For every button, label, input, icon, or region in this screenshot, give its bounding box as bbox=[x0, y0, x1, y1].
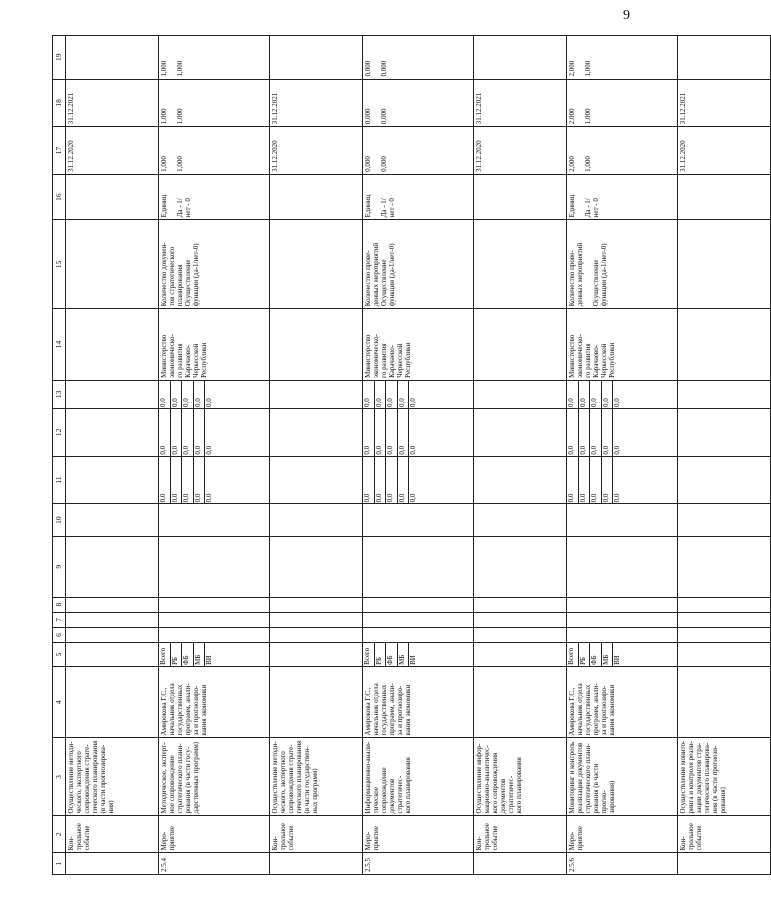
cell-c3: Осуществление инфор- мационно-аналитичес- кого сопровождения документов стратегичес- кого планирования bbox=[474, 738, 567, 816]
control-event-row bbox=[270, 36, 363, 875]
cell-c6 bbox=[159, 627, 270, 642]
cell-c15 bbox=[474, 220, 567, 309]
cell-c4 bbox=[270, 666, 363, 738]
column-header-12: 12 bbox=[53, 408, 66, 456]
sub-value: ВИ bbox=[204, 643, 216, 666]
cell-c1: 2.5.5 bbox=[363, 853, 474, 875]
column-header-19: 19 bbox=[53, 36, 66, 80]
cell-c2: Кон- трольное событие bbox=[270, 816, 363, 853]
cell-c16: Единиц Да - 1/ нет - 0 bbox=[567, 174, 678, 220]
sub-value: 0,0 bbox=[397, 381, 409, 408]
sub-value: ФБ bbox=[589, 643, 601, 666]
cell-c13 bbox=[678, 380, 771, 408]
cell-c10 bbox=[66, 504, 159, 537]
sub-value: ВИ bbox=[408, 643, 420, 666]
cell-c14: Министерство экономическо- го развития Карачаево- Черкесской Республики bbox=[363, 309, 474, 381]
sub-value: 0,0 bbox=[385, 409, 397, 456]
cell-c12 bbox=[363, 408, 474, 456]
cell-c17: 31.12.2020 bbox=[66, 127, 159, 175]
sub-value: 0,0 bbox=[170, 457, 182, 504]
cell-c12 bbox=[474, 408, 567, 456]
column-header-16: 16 bbox=[53, 174, 66, 220]
cell-c16: Единиц Да - 1/ нет - 0 bbox=[159, 174, 270, 220]
sub-value: 0,0 bbox=[612, 381, 624, 408]
cell-c11 bbox=[363, 456, 474, 504]
cell-c10 bbox=[567, 504, 678, 537]
cell-c4 bbox=[66, 666, 159, 738]
cell-c3: Осуществление методи- ческого, экспертного сопровождения страте- гического планирования (в части государствен- ных программ) bbox=[270, 738, 363, 816]
column-header-10: 10 bbox=[53, 504, 66, 537]
cell-c12 bbox=[66, 408, 159, 456]
cell-c7 bbox=[66, 612, 159, 627]
cell-c13 bbox=[270, 380, 363, 408]
cell-c16 bbox=[474, 174, 567, 220]
cell-c7 bbox=[270, 612, 363, 627]
page-number: 9 bbox=[623, 8, 630, 23]
sub-value: 0,0 bbox=[374, 457, 386, 504]
sub-value: 0,0 bbox=[589, 409, 601, 456]
column-header-3: 3 bbox=[53, 738, 66, 816]
cell-c12 bbox=[270, 408, 363, 456]
cell-c14 bbox=[270, 309, 363, 381]
cell-c18: 31.12.2021 bbox=[270, 79, 363, 127]
sub-value: 0,0 bbox=[385, 381, 397, 408]
cell-c19: 1,000 1,000 bbox=[159, 36, 270, 80]
sub-value: 0,0 bbox=[567, 493, 575, 503]
sub-value: 0,0 bbox=[159, 398, 167, 407]
cell-c15 bbox=[270, 220, 363, 309]
cell-c3: Методическое, эксперт- ное сопровождение стратегического плани- рования (в части госу- дарственных программ) bbox=[159, 738, 270, 816]
cell-c2: Меро- приятие bbox=[159, 816, 270, 853]
cell-c17: 31.12.2020 bbox=[474, 127, 567, 175]
sub-value: 0,0 bbox=[601, 457, 613, 504]
cell-c11 bbox=[567, 456, 678, 504]
sub-value: 0,0 bbox=[408, 457, 420, 504]
sub-value: 0,0 bbox=[170, 381, 182, 408]
sub-value: Всего bbox=[159, 647, 167, 665]
column-header-5: 5 bbox=[53, 643, 66, 667]
cell-c14 bbox=[678, 309, 771, 381]
cell-c7 bbox=[363, 612, 474, 627]
column-header-11: 11 bbox=[53, 456, 66, 504]
cell-c15: Количество прове- денных мероприятий Осуществление функции (да-1/нет-0) bbox=[567, 220, 678, 309]
sub-value: 0,0 bbox=[612, 409, 624, 456]
cell-c6 bbox=[270, 627, 363, 642]
header-row bbox=[53, 36, 66, 875]
sub-value: 0,0 bbox=[159, 445, 167, 455]
sub-value: 0,0 bbox=[374, 381, 386, 408]
cell-c1 bbox=[270, 853, 363, 875]
cell-c8 bbox=[66, 597, 159, 612]
cell-c5 bbox=[474, 643, 567, 667]
sub-value: ФБ bbox=[385, 643, 397, 666]
sub-value: 0,0 bbox=[612, 457, 624, 504]
cell-c9 bbox=[66, 536, 159, 597]
cell-c8 bbox=[363, 597, 474, 612]
sub-value: 0,0 bbox=[193, 381, 205, 408]
cell-c9 bbox=[474, 536, 567, 597]
column-header-7: 7 bbox=[53, 612, 66, 627]
column-header-2: 2 bbox=[53, 816, 66, 853]
cell-c3: Информационно-анали- тическое сопровождение документов стратегичес- кого планирования bbox=[363, 738, 474, 816]
cell-c18: 31.12.2021 bbox=[678, 79, 771, 127]
sub-value: 0,0 bbox=[385, 457, 397, 504]
cell-c9 bbox=[678, 536, 771, 597]
cell-c11 bbox=[66, 456, 159, 504]
sub-value: 0,0 bbox=[363, 493, 371, 503]
sub-value: 0,0 bbox=[363, 445, 371, 455]
cell-c1 bbox=[474, 853, 567, 875]
cell-c5 bbox=[363, 643, 474, 667]
cell-c18: 31.12.2021 bbox=[66, 79, 159, 127]
sub-value: 0,0 bbox=[363, 398, 371, 407]
sub-value: 0,0 bbox=[578, 409, 590, 456]
sub-value: Всего bbox=[567, 647, 575, 665]
sub-value: 0,0 bbox=[204, 457, 216, 504]
cell-c5 bbox=[270, 643, 363, 667]
sub-value: 0,0 bbox=[374, 409, 386, 456]
cell-c17: 1,000 1,000 bbox=[159, 127, 270, 175]
cell-c1 bbox=[678, 853, 771, 875]
sub-value: ФБ bbox=[181, 643, 193, 666]
column-header-15: 15 bbox=[53, 220, 66, 309]
cell-c7 bbox=[567, 612, 678, 627]
cell-c4: Амирокова Г.С., начальник отдела государственных программ, анали- за и прогнозиро- вания экономики bbox=[363, 666, 474, 738]
column-header-17: 17 bbox=[53, 127, 66, 175]
sub-value: МБ bbox=[193, 643, 205, 666]
cell-c9 bbox=[567, 536, 678, 597]
sub-value: 0,0 bbox=[159, 493, 167, 503]
sub-value: 0,0 bbox=[567, 398, 575, 407]
cell-c18: 31.12.2021 bbox=[474, 79, 567, 127]
cell-c18: 0,000 0,000 bbox=[363, 79, 474, 127]
cell-c15 bbox=[66, 220, 159, 309]
cell-c10 bbox=[678, 504, 771, 537]
cell-c3: Мониторинг и контроль реализации документов стратегического плани- рования (в части прогно- зирования) bbox=[567, 738, 678, 816]
column-header-6: 6 bbox=[53, 627, 66, 642]
cell-c6 bbox=[567, 627, 678, 642]
sub-value: 0,0 bbox=[589, 457, 601, 504]
sub-value: 0,0 bbox=[578, 457, 590, 504]
column-header-4: 4 bbox=[53, 666, 66, 738]
sub-value: ВИ bbox=[612, 643, 624, 666]
sub-value: 0,0 bbox=[204, 381, 216, 408]
sub-value: МБ bbox=[397, 643, 409, 666]
cell-c13 bbox=[159, 380, 270, 408]
cell-c18: 1,000 1,000 bbox=[159, 79, 270, 127]
column-header-18: 18 bbox=[53, 79, 66, 127]
cell-c14 bbox=[474, 309, 567, 381]
cell-c8 bbox=[270, 597, 363, 612]
cell-c3: Осуществление монито- ринга и контроля реали- зации документов стра- тегического планирова- ния (в части прогнози- рования) bbox=[678, 738, 771, 816]
sub-value: 0,0 bbox=[601, 409, 613, 456]
cell-c10 bbox=[270, 504, 363, 537]
cell-c10 bbox=[363, 504, 474, 537]
cell-c14: Министерство экономическо- го развития Карачаево- Черкесской Республики bbox=[567, 309, 678, 381]
cell-c10 bbox=[474, 504, 567, 537]
cell-c4: Амирокова Г.С., начальник отдела государственных программ, анали- за и прогнозиро- вания экономики bbox=[567, 666, 678, 738]
cell-c11 bbox=[678, 456, 771, 504]
cell-c1: 2.5.4 bbox=[159, 853, 270, 875]
cell-c9 bbox=[363, 536, 474, 597]
activity-row bbox=[159, 36, 270, 875]
cell-c4 bbox=[678, 666, 771, 738]
cell-c13 bbox=[474, 380, 567, 408]
sub-value: РБ bbox=[578, 643, 590, 666]
cell-c17: 0,000 0,000 bbox=[363, 127, 474, 175]
column-header-14: 14 bbox=[53, 309, 66, 381]
cell-c17: 31.12.2020 bbox=[678, 127, 771, 175]
cell-c12 bbox=[159, 408, 270, 456]
cell-c8 bbox=[678, 597, 771, 612]
cell-c19 bbox=[678, 36, 771, 80]
sub-value: 0,0 bbox=[601, 381, 613, 408]
cell-c2: Кон- трольное событие bbox=[474, 816, 567, 853]
cell-c6 bbox=[474, 627, 567, 642]
sub-value: РБ bbox=[170, 643, 182, 666]
sub-value: 0,0 bbox=[408, 381, 420, 408]
cell-c4: Амирокова Г.С., начальник отдела государственных программ, анали- за и прогнозиро- вания экономики bbox=[159, 666, 270, 738]
cell-c8 bbox=[159, 597, 270, 612]
cell-c11 bbox=[270, 456, 363, 504]
sub-value: 0,0 bbox=[193, 409, 205, 456]
sub-value: 0,0 bbox=[578, 381, 590, 408]
cell-c7 bbox=[474, 612, 567, 627]
cell-c12 bbox=[678, 408, 771, 456]
cell-c1: 2.5.6 bbox=[567, 853, 678, 875]
cell-c10 bbox=[159, 504, 270, 537]
plan-table bbox=[52, 35, 771, 875]
sub-value: 0,0 bbox=[397, 457, 409, 504]
cell-c2: Кон- трольное событие bbox=[66, 816, 159, 853]
sub-value: 0,0 bbox=[181, 457, 193, 504]
sub-value: 0,0 bbox=[408, 409, 420, 456]
cell-c6 bbox=[678, 627, 771, 642]
column-header-9: 9 bbox=[53, 536, 66, 597]
cell-c16 bbox=[270, 174, 363, 220]
cell-c15: Количество прове- денных мероприятий Осуществление функции (да-1/нет-0) bbox=[363, 220, 474, 309]
cell-c13 bbox=[567, 380, 678, 408]
cell-c7 bbox=[159, 612, 270, 627]
cell-c19 bbox=[270, 36, 363, 80]
cell-c19 bbox=[66, 36, 159, 80]
cell-c11 bbox=[474, 456, 567, 504]
cell-c14 bbox=[66, 309, 159, 381]
cell-c15: Количество докумен- тов стратегического планирования Осуществление функции (да-1/нет-0) bbox=[159, 220, 270, 309]
cell-c2: Меро- приятие bbox=[363, 816, 474, 853]
cell-c17: 31.12.2020 bbox=[270, 127, 363, 175]
sub-value: 0,0 bbox=[567, 445, 575, 455]
column-header-8: 8 bbox=[53, 597, 66, 612]
sub-value: МБ bbox=[601, 643, 613, 666]
cell-c2: Кон- трольное событие bbox=[678, 816, 771, 853]
cell-c8 bbox=[474, 597, 567, 612]
cell-c19 bbox=[474, 36, 567, 80]
cell-c6 bbox=[363, 627, 474, 642]
cell-c7 bbox=[678, 612, 771, 627]
cell-c19: 0,000 0,000 bbox=[363, 36, 474, 80]
cell-c13 bbox=[66, 380, 159, 408]
cell-c6 bbox=[66, 627, 159, 642]
column-header-1: 1 bbox=[53, 853, 66, 875]
cell-c5 bbox=[66, 643, 159, 667]
cell-c19: 2,000 1,000 bbox=[567, 36, 678, 80]
rotated-table-container bbox=[52, 35, 728, 875]
cell-c13 bbox=[363, 380, 474, 408]
sub-value: 0,0 bbox=[181, 381, 193, 408]
cell-c3: Осуществление методи- ческого, экспертного сопровождения страте- гического планирования (в части прогнозирова- ния) bbox=[66, 738, 159, 816]
column-header-13: 13 bbox=[53, 380, 66, 408]
cell-c15 bbox=[678, 220, 771, 309]
cell-c5 bbox=[159, 643, 270, 667]
cell-c12 bbox=[567, 408, 678, 456]
sub-value: 0,0 bbox=[193, 457, 205, 504]
cell-c16: Единиц Да - 1/ нет - 0 bbox=[363, 174, 474, 220]
cell-c11 bbox=[159, 456, 270, 504]
control-event-row bbox=[66, 36, 159, 875]
sub-value: Всего bbox=[363, 647, 371, 665]
cell-c8 bbox=[567, 597, 678, 612]
cell-c5 bbox=[567, 643, 678, 667]
cell-c9 bbox=[270, 536, 363, 597]
control-event-row bbox=[474, 36, 567, 875]
cell-c14: Министерство экономическо- го развития Карачаево- Черкесской Республики bbox=[159, 309, 270, 381]
sub-value: 0,0 bbox=[204, 409, 216, 456]
cell-c9 bbox=[159, 536, 270, 597]
cell-c16 bbox=[678, 174, 771, 220]
cell-c5 bbox=[678, 643, 771, 667]
cell-c16 bbox=[66, 174, 159, 220]
cell-c2: Меро- приятие bbox=[567, 816, 678, 853]
cell-c18: 2,000 1,000 bbox=[567, 79, 678, 127]
sub-value: 0,0 bbox=[397, 409, 409, 456]
sub-value: 0,0 bbox=[589, 381, 601, 408]
activity-row bbox=[567, 36, 678, 875]
control-event-row bbox=[678, 36, 771, 875]
sub-value: 0,0 bbox=[170, 409, 182, 456]
sub-value: РБ bbox=[374, 643, 386, 666]
cell-c1 bbox=[66, 853, 159, 875]
sub-value: 0,0 bbox=[181, 409, 193, 456]
cell-c4 bbox=[474, 666, 567, 738]
cell-c17: 2,000 1,000 bbox=[567, 127, 678, 175]
activity-row bbox=[363, 36, 474, 875]
